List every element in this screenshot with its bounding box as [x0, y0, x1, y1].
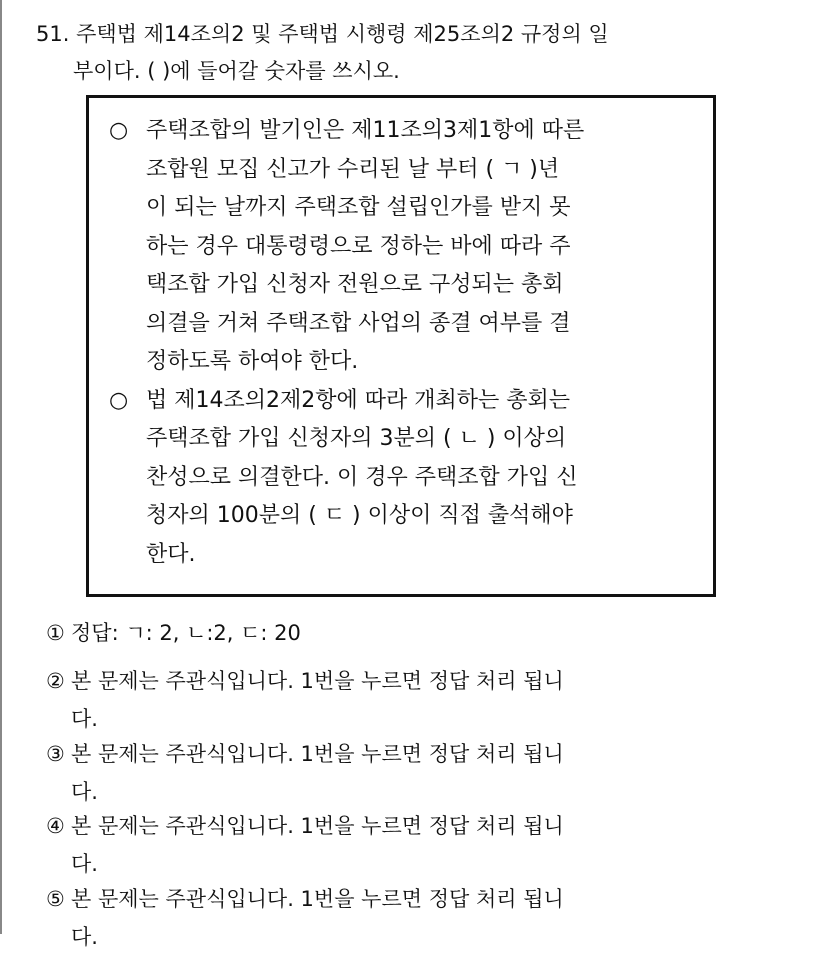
option-text: 본 문제는 주관식입니다. 1번을 누르면 정답 처리 됩니: [71, 742, 564, 766]
option-number: ③: [46, 742, 65, 766]
provision-line: 한다.: [146, 541, 196, 567]
provision-line: 하는 경우 대통령령으로 정하는 바에 따라 주: [146, 233, 571, 259]
option-text: 다.: [71, 707, 98, 731]
option-number: ④: [46, 814, 65, 838]
answer-option-1[interactable]: [46, 614, 301, 652]
answer-option-2[interactable]: [46, 662, 564, 738]
answer-option-3[interactable]: [46, 735, 564, 811]
provision-line: 주택조합 가입 신청자의 3분의 ( ㄴ ) 이상의: [146, 426, 567, 451]
provision-line: 법 제14조의2제2항에 따라 개최하는 총회는: [146, 387, 570, 413]
option-text: 다.: [71, 780, 98, 804]
left-border: [0, 0, 2, 934]
option-number: ①: [46, 621, 65, 645]
option-text: 다.: [71, 925, 98, 949]
question-number: 51.: [36, 22, 70, 46]
provision-box: [86, 95, 716, 597]
answer-option-4[interactable]: [46, 807, 564, 883]
provision-line: 주택조합의 발기인은 제11조의3제1항에 따른: [146, 118, 585, 143]
provision-line: 이 되는 날까지 주택조합 설립인가를 받지 못: [146, 195, 571, 220]
option-text: 본 문제는 주관식입니다. 1번을 누르면 정답 처리 됩니: [71, 887, 564, 911]
provision-line: 찬성으로 의결한다. 이 경우 주택조합 가입 신: [146, 464, 578, 490]
option-number: ②: [46, 669, 65, 693]
provision-line: 택조합 가입 신청자 전원으로 구성되는 총회: [146, 272, 564, 297]
option-text: 본 문제는 주관식입니다. 1번을 누르면 정답 처리 됩니: [71, 814, 564, 838]
provision-item: [109, 382, 578, 575]
answer-option-5[interactable]: [46, 880, 564, 956]
provision-item: [109, 112, 584, 382]
option-text: 본 문제는 주관식입니다. 1번을 누르면 정답 처리 됩니: [71, 669, 564, 693]
question-line: 주택법 제14조의2 및 주택법 시행령 제25조의2 규정의 일: [76, 22, 609, 46]
circle-bullet-icon: ○: [109, 387, 129, 413]
question-line: 부이다. ( )에 들어갈 숫자를 쓰시오.: [73, 59, 400, 83]
question-stem: [36, 16, 609, 90]
provision-line: 조합원 모집 신고가 수리된 날 부터 ( ㄱ )년: [146, 156, 560, 182]
option-text: 정답: ㄱ: 2, ㄴ:2, ㄷ: 20: [71, 621, 301, 645]
option-text: 다.: [71, 852, 98, 876]
provision-line: 정하도록 하여야 한다.: [146, 349, 359, 374]
provision-line: 의결을 거쳐 주택조합 사업의 종결 여부를 결: [146, 310, 571, 336]
option-number: ⑤: [46, 887, 65, 911]
circle-bullet-icon: ○: [109, 118, 129, 143]
provision-line: 청자의 100분의 ( ㄷ ) 이상이 직접 출석해야: [146, 503, 573, 528]
